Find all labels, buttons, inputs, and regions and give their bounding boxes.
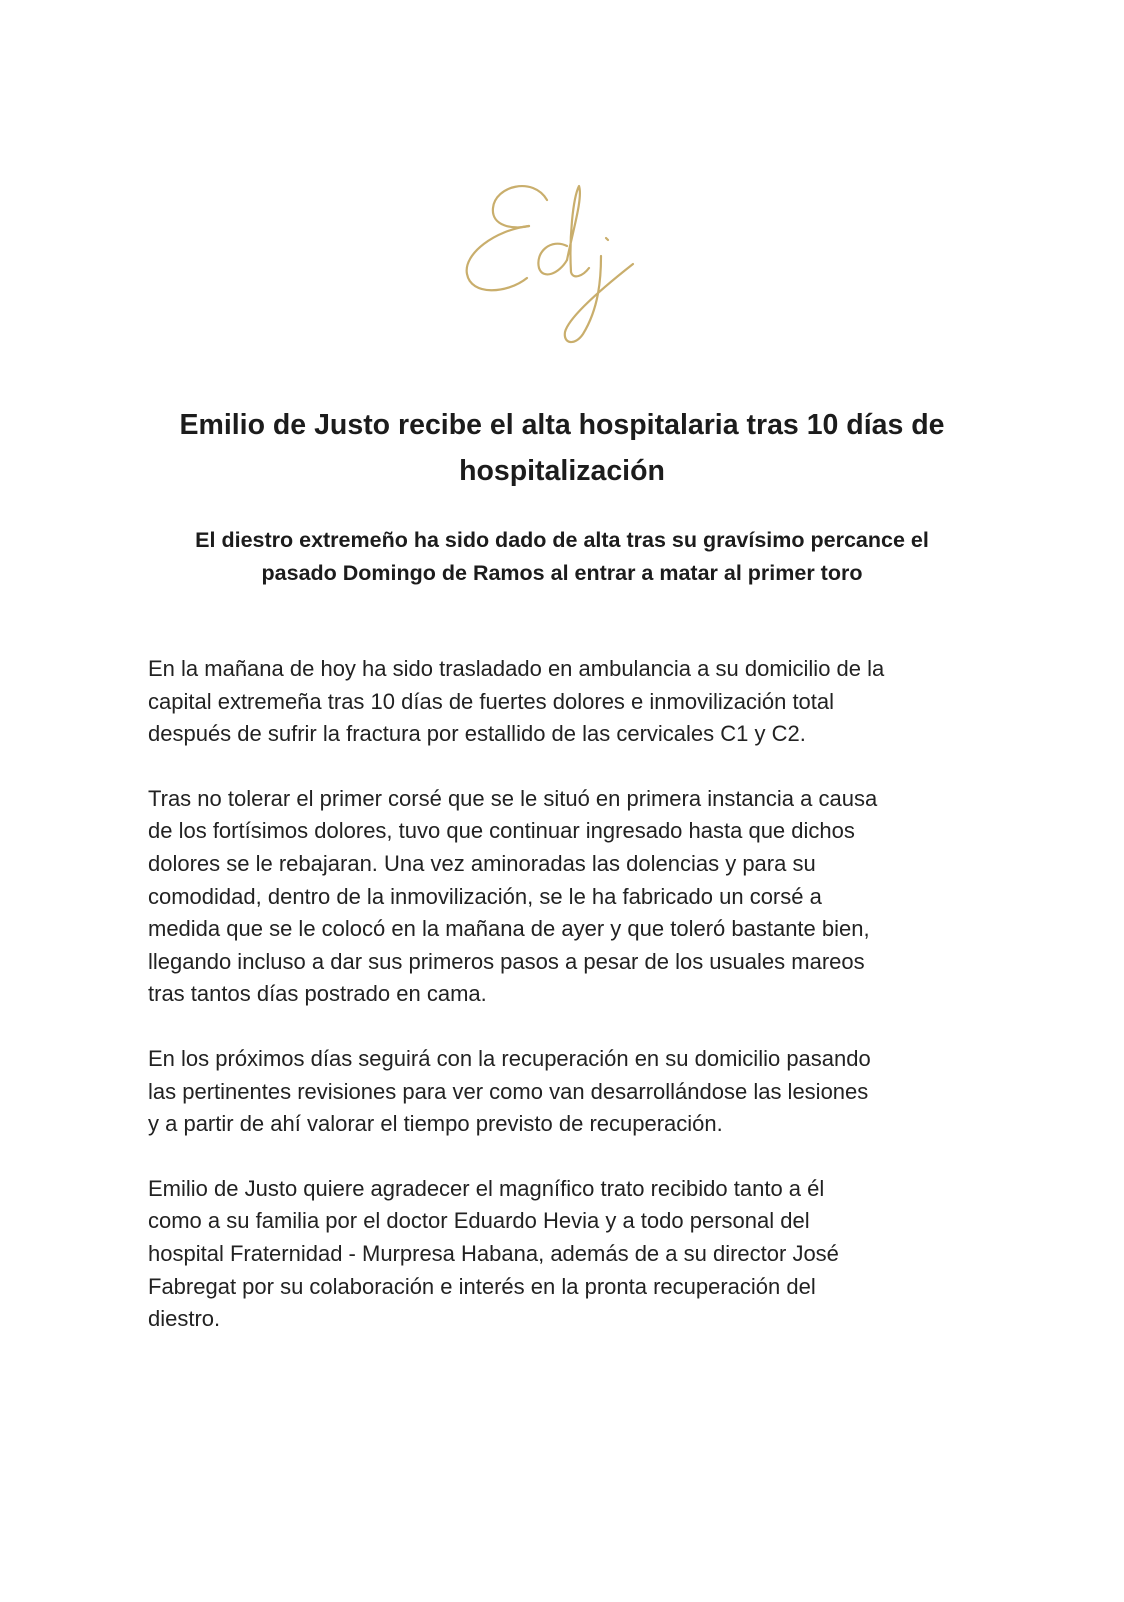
paragraph-line: medida que se le colocó en la mañana de ayer y que toleró bastante bien, [148, 916, 870, 942]
paragraph-line: Tras no tolerar el primer corsé que se le situó en primera instancia a causa [148, 785, 878, 811]
subtitle-line: pasado Domingo de Ramos al entrar a matar al primer toro [261, 561, 863, 585]
paragraph-thanks [148, 1173, 978, 1336]
article-subtitle [120, 524, 1004, 590]
paragraph-line: comodidad, dentro de la inmovilización, se le ha fabricado un corsé a [148, 883, 822, 909]
title-line: Emilio de Justo recibe el alta hospitalaria tras 10 días de [179, 409, 945, 441]
monogram-signature-icon [455, 168, 655, 358]
edj-monogram-logo [455, 168, 655, 358]
paragraph-line: dolores se le rebajaran. Una vez aminoradas las dolencias y para su [148, 850, 816, 876]
paragraph-line: después de sufrir la fractura por estallido de las cervicales C1 y C2. [148, 721, 806, 747]
article-body [148, 653, 978, 1368]
paragraph-recovery [148, 1043, 978, 1141]
paragraph-transfer [148, 653, 978, 751]
paragraph-line: tras tantos días postrado en cama. [148, 981, 487, 1007]
paragraph-line: diestro. [148, 1306, 221, 1332]
paragraph-line: capital extremeña tras 10 días de fuertes dolores e inmovilización total [148, 688, 835, 714]
paragraph-line: llegando incluso a dar sus primeros pasos a pesar de los usuales mareos [148, 948, 865, 974]
paragraph-line: Fabregat por su colaboración e interés en la pronta recuperación del [148, 1273, 816, 1299]
subtitle-line: El diestro extremeño ha sido dado de alta tras su gravísimo percance el [195, 528, 929, 552]
paragraph-line: En la mañana de hoy ha sido trasladado en ambulancia a su domicilio de la [148, 656, 885, 681]
paragraph-corset [148, 783, 978, 1011]
paragraph-line: como a su familia por el doctor Eduardo Hevia y a todo personal del [148, 1208, 810, 1234]
paragraph-line: hospital Fraternidad - Murpresa Habana, además de a su director José [148, 1240, 839, 1266]
paragraph-line: las pertinentes revisiones para ver como van desarrollándose las lesiones [148, 1078, 869, 1104]
title-line: hospitalización [459, 455, 665, 487]
paragraph-line: y a partir de ahí valorar el tiempo previsto de recuperación. [148, 1111, 723, 1137]
paragraph-line: En los próximos días seguirá con la recuperación en su domicilio pasando [148, 1045, 871, 1071]
paragraph-line: Emilio de Justo quiere agradecer el magnífico trato recibido tanto a él [148, 1175, 825, 1201]
paragraph-line: de los fortísimos dolores, tuvo que continuar ingresado hasta que dichos [148, 818, 855, 844]
article-title [100, 402, 1024, 494]
